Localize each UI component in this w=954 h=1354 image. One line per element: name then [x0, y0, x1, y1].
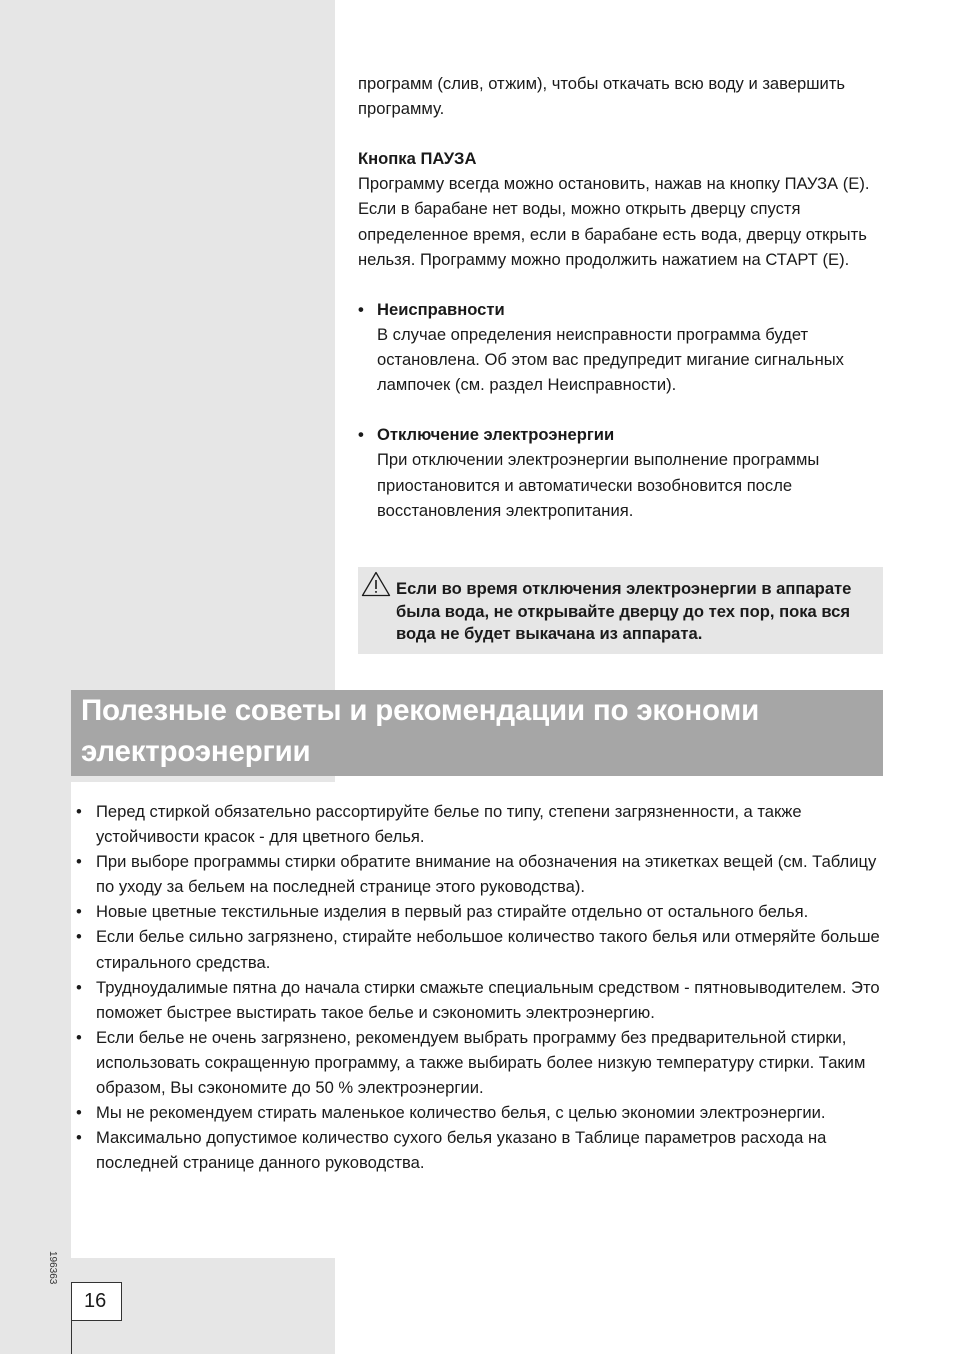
- bullet-icon: •: [76, 1103, 82, 1123]
- tips-list: [71, 799, 883, 1175]
- document-code: 196363: [47, 1251, 58, 1285]
- bullet-icon: •: [76, 802, 82, 821]
- tip-text: Если белье не очень загрязнено, рекомендуем выбрать программу без предварительной стирки, использовать сокращенную программу, а также выбирать более низкую температуру стирки. Таким образом, Вы сэкономите до 50 % электроэнергии.: [96, 1027, 866, 1098]
- bullet-icon: •: [76, 852, 82, 872]
- tip-item: [71, 924, 883, 974]
- tip-text: Максимально допустимое количество сухого белья указано в Таблице параметров расхода на последней странице данного руководства.: [96, 1128, 827, 1173]
- tip-item: [71, 1100, 883, 1125]
- bullet-icon: •: [76, 1027, 82, 1047]
- tip-text: Если белье сильно загрязнено, стирайте небольшое количество такого белья или отмеряйте больше стирального средства.: [96, 927, 880, 972]
- power-bullet: [358, 422, 883, 522]
- page-number: 16: [84, 1290, 107, 1312]
- page-number-box: [71, 1282, 122, 1321]
- tip-item: [71, 849, 883, 899]
- faults-heading: Неисправности: [377, 299, 505, 319]
- pause-heading: Кнопка ПАУЗА: [358, 149, 477, 169]
- page-divider-line: [71, 1320, 72, 1354]
- tip-item: [71, 975, 883, 1025]
- tip-text: При выборе программы стирки обратите внимание на обозначения на этикетках вещей (см. Таблицу по уходу за бельем на последней странице этого руководства).: [96, 852, 877, 897]
- bullet-icon: •: [358, 425, 364, 445]
- warning-box: [358, 567, 883, 654]
- bullet-icon: •: [76, 1128, 82, 1148]
- power-paragraph: При отключении электроэнергии выполнение программы приостановится и автоматически возобновится после восстановления электропитания.: [377, 450, 820, 520]
- warning-triangle-icon: [361, 571, 391, 597]
- faults-paragraph: В случае определения неисправности программа будет остановлена. Об этом вас предупредит мигание сигнальных лампочек (см. раздел Неисправности).: [377, 324, 844, 395]
- section-header: [71, 690, 883, 776]
- tip-item: [71, 899, 883, 924]
- tip-text: Новые цветные текстильные изделия в первый раз стирайте отдельно от остального белья.: [96, 902, 809, 922]
- power-heading: Отключение электроэнергии: [377, 425, 615, 445]
- bullet-icon: •: [76, 927, 82, 947]
- tip-text: Перед стиркой обязательно рассортируйте белье по типу, степени загрязненности, а также устойчивости красок - для цветного белья.: [96, 802, 802, 847]
- tip-item: [71, 1125, 883, 1175]
- continuation-paragraph: программ (слив, отжим), чтобы откачать всю воду и завершить программу.: [358, 74, 846, 119]
- bullet-icon: •: [358, 299, 364, 319]
- tip-item: [71, 799, 883, 849]
- top-column: [358, 71, 883, 523]
- section-title: Полезные советы и рекомендации по экономи электроэнергии: [81, 694, 760, 768]
- bullet-icon: •: [76, 902, 82, 922]
- tip-text: Трудноудалимые пятна до начала стирки смажьте специальным средством - пятновыводителем. Это поможет быстрее выстирать такое белье и сэкономить электроэнергию.: [96, 977, 880, 1022]
- pause-paragraph: Программу всегда можно остановить, нажав на кнопку ПАУЗА (E). Если в барабане нет воды, можно открыть дверцу спустя определенное время, если в барабане есть вода, дверцу открыть нельзя. Программу можно продолжить нажатием на СТАРТ (E).: [358, 174, 870, 269]
- bullet-icon: •: [76, 977, 82, 997]
- tip-text: Мы не рекомендуем стирать маленькое количество белья, с целью экономии электроэнергии.: [96, 1103, 826, 1123]
- tip-item: [71, 1025, 883, 1100]
- warning-text: Если во время отключения электроэнергии в аппарате была вода, не открывайте дверцу до тех пор, пока вся вода не будет выкачана из аппарата.: [396, 579, 852, 643]
- faults-bullet: [358, 297, 883, 397]
